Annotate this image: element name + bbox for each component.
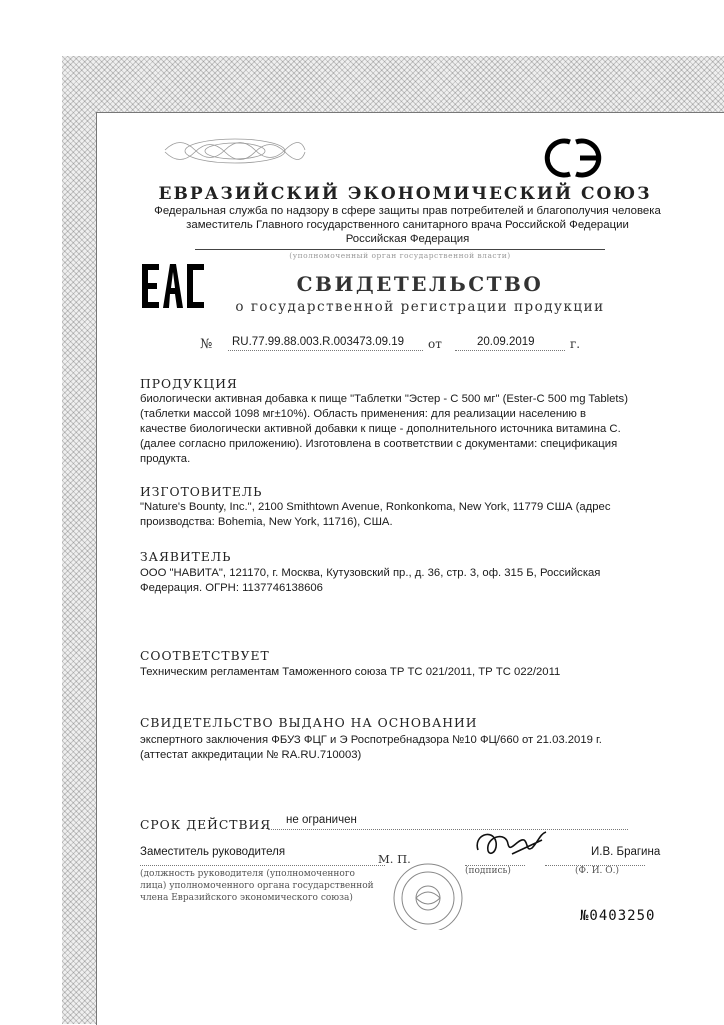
product-text: биологически активная добавка к пище "Таблетки "Эстер - С 500 мг" (Ester-C 500 mg Tablets) (таблетки массой 1098 мг±10%). Область применения: для реализации населению в качестве биологически активной добавки к пище - дополнительного источника витамина С. (далее согласно приложению). Изготовлена в соответствии с документами: спецификация продукта. [140, 393, 628, 465]
basis-label: СВИДЕТЕЛЬСТВО ВЫДАНО НА ОСНОВАНИИ [140, 716, 478, 730]
applicant-label: ЗАЯВИТЕЛЬ [140, 550, 232, 564]
handwritten-signature-icon [468, 820, 558, 868]
validity-value: не ограничен [286, 814, 357, 826]
year-suffix: г. [570, 337, 581, 351]
signer-name: И.В. Брагина [591, 846, 661, 858]
union-title: ЕВРАЗИЙСКИЙ ЭКОНОМИЧЕСКИЙ СОЮЗ [158, 184, 652, 204]
document-title: СВИДЕТЕЛЬСТВО [296, 272, 544, 296]
agency-line-3: Российская Федерация [345, 233, 470, 245]
conforms-text: Техническим регламентам Таможенного союза ТР ТС 021/2011, ТР ТС 022/2011 [140, 666, 561, 678]
agency-caption: (уполномоченный орган государственной власти) [289, 251, 511, 260]
blank-serial-number: №0403250 [580, 908, 656, 924]
validity-label: СРОК ДЕЙСТВИЯ [140, 818, 272, 832]
conforms-label: СООТВЕТСТВУЕТ [140, 649, 270, 663]
applicant-text: ООО "НАВИТА", 121170, г. Москва, Кутузовский пр., д. 36, стр. 3, оф. 315 Б, Российская Федерация. ОГРН: 1137746138606 [140, 567, 601, 594]
date-from-label: от [428, 337, 442, 351]
ornament-icon [160, 130, 310, 170]
basis-text: экспертного заключения ФБУЗ ФЦГ и Э Роспотребнадзора №10 ФЦ/660 от 21.03.2019 г. (аттестат аккредитации № RA.RU.710003) [140, 734, 602, 761]
position-caption: (должность руководителя (уполномоченного лица) уполномоченного органа государственной члена Евразийского экономического союза) [140, 869, 374, 903]
fio-caption: (Ф. И. О.) [575, 866, 620, 876]
document-subtitle: о государственной регистрации продукции [235, 299, 605, 315]
manufacturer-label: ИЗГОТОВИТЕЛЬ [140, 485, 263, 499]
signer-position: Заместитель руководителя [140, 846, 286, 858]
seal-place-label: М. П. [378, 852, 411, 866]
product-label: ПРОДУКЦИЯ [140, 377, 238, 391]
seal-stamp-icon [378, 858, 478, 930]
certificate-date: 20.09.2019 [477, 336, 535, 348]
signature-caption: (подпись) [465, 866, 511, 876]
manufacturer-text: "Nature's Bounty, Inc.", 2100 Smithtown Avenue, Ronkonkoma, New York, 11779 США (адрес производства: Bohemia, New York, 11716), США. [140, 501, 611, 528]
agency-line-1: Федеральная служба по надзору в сфере защиты прав потребителей и благополучия человека [154, 205, 661, 217]
eac-logo-icon [140, 262, 208, 312]
certificate-number: RU.77.99.88.003.R.003473.09.19 [232, 336, 404, 348]
agency-line-2: заместитель Главного государственного санитарного врача Российской Федерации [186, 219, 629, 231]
se-logo-icon [536, 132, 614, 184]
number-label: № [200, 337, 213, 352]
